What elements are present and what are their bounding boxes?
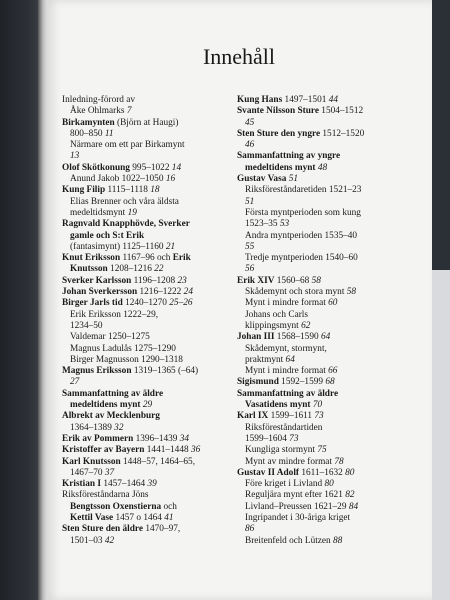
toc-entry: [237, 310, 417, 321]
toc-page-number: 66: [328, 366, 338, 377]
toc-entry: [237, 129, 417, 140]
toc-entry: [237, 185, 417, 196]
toc-entry-dates: 1504–1512: [318, 106, 364, 117]
toc-entry-dates: 1512–1520: [320, 128, 365, 139]
toc-entry: [237, 298, 417, 309]
toc-entry-title: Gustav Vasa: [237, 174, 287, 185]
toc-entry-title: Inledning-förord av: [62, 95, 136, 105]
toc-entry-title: Birkamynten: [62, 117, 115, 128]
toc-page-number: 73: [314, 411, 324, 422]
toc-entry-dates: 1470–97,: [143, 524, 181, 535]
toc-entry-title: Tredje myntperioden 1540–60: [245, 253, 358, 264]
toc-entry-dates: 1568–1590: [274, 332, 319, 343]
toc-entry: [62, 253, 230, 264]
toc-page-number: 51: [245, 196, 255, 207]
toc-entry: [62, 197, 230, 208]
toc-entry: [62, 321, 230, 332]
toc-entry-title: Birger Jarls tid: [62, 298, 123, 309]
toc-entry: [62, 490, 230, 501]
toc-entry-dates: 1167–96 och: [120, 253, 173, 264]
toc-entry-dates: 1441–1448: [144, 445, 189, 456]
toc-entry: [62, 423, 230, 434]
toc-page-number: 75: [317, 445, 327, 456]
toc-entry-title: Knutsson: [70, 264, 108, 275]
toc-entry-dates: 1396–1439: [133, 433, 178, 444]
toc-page-number: 88: [333, 535, 343, 546]
toc-page-number: 70: [312, 400, 323, 411]
toc-entry: [62, 355, 230, 366]
toc-entry-title: Birger Magnusson 1290–1318: [70, 354, 183, 365]
toc-entry-title: 1501–03: [70, 535, 103, 546]
toc-page-number: 37: [104, 467, 115, 478]
toc-entry-title: gamle och S:t Erik: [70, 230, 145, 241]
toc-entry: [62, 457, 230, 468]
toc-entry-title: praktmynt: [245, 354, 284, 365]
toc-entry-title: Före kriget i Livland: [245, 479, 323, 490]
toc-entry: [62, 445, 230, 456]
toc-entry: [62, 95, 230, 106]
toc-entry-title: Johan III: [237, 332, 275, 343]
toc-entry: [62, 219, 230, 230]
toc-entry: [237, 253, 417, 264]
toc-entry: [237, 197, 417, 208]
toc-entry: [237, 264, 417, 275]
toc-page-number: 60: [328, 298, 338, 309]
toc-entry-title: Olof Skötkonung: [62, 162, 130, 173]
toc-entry: [237, 151, 417, 162]
toc-entry: [62, 106, 230, 117]
toc-entry: [62, 411, 230, 422]
toc-page-number: 64: [285, 354, 295, 365]
toc-page-number: 25–26: [169, 298, 193, 309]
toc-entry-title: Ragnvald Knapphövde, Sverker: [62, 219, 190, 230]
toc-entry-title: Riksföreståndartiden: [245, 422, 323, 433]
toc-entry: [237, 513, 417, 524]
toc-entry-title: 1467–70: [70, 467, 103, 478]
toc-page-number: 19: [127, 207, 137, 218]
toc-entry-dates: 1448–57, 1464–65,: [120, 456, 196, 467]
toc-entry-title: Karl IX: [237, 411, 269, 422]
toc-entry: [62, 400, 230, 411]
toc-entry-title: Magnus Eriksson: [62, 366, 132, 377]
toc-entry-title: Sten Sture den äldre: [62, 524, 144, 535]
toc-entry-title: Åke Ohlmarks: [70, 106, 125, 117]
toc-entry: [237, 140, 417, 151]
toc-entry: [62, 524, 230, 535]
toc-entry-title: Erik Eriksson 1222–29,: [70, 309, 159, 320]
toc-page-number: 68: [325, 377, 335, 388]
toc-entry: [62, 140, 230, 151]
toc-entry: [62, 151, 230, 162]
toc-entry-dates: 1216–1222: [137, 287, 182, 298]
toc-entry: [62, 276, 230, 287]
toc-entry: [62, 377, 230, 388]
toc-entry-title: Gustav II Adolf: [237, 467, 299, 478]
toc-entry-title: Elias Brenner och våra äldsta: [70, 196, 179, 207]
toc-entry: [237, 366, 417, 377]
toc-entry-title: 800–850: [70, 128, 103, 139]
toc-entry: [237, 106, 417, 117]
toc-page-number: 36: [190, 445, 201, 456]
toc-entry-dates: 1592–1599: [278, 377, 324, 388]
toc-entry: [62, 513, 230, 524]
toc-entry-title: Mynt i mindre format: [245, 298, 326, 309]
toc-page-number: 34: [179, 433, 190, 444]
toc-entry-dates: 1115–1118: [105, 185, 148, 196]
toc-page-number: 29: [142, 400, 153, 411]
toc-entry: [237, 524, 417, 535]
toc-entry: [237, 457, 417, 468]
toc-page-number: 13: [70, 151, 80, 162]
toc-entry-dates: 1599–1611: [268, 411, 313, 422]
toc-entry-title: Reguljära mynt efter 1621: [245, 490, 343, 501]
toc-entry-dates: 1208–1216: [107, 264, 152, 275]
toc-entry: [62, 468, 230, 479]
toc-entry-title: 1234–50: [70, 320, 103, 331]
toc-entry-title: Vasatidens mynt: [245, 400, 311, 411]
toc-entry-title: 1364–1389: [70, 422, 112, 433]
toc-entry: [237, 344, 417, 355]
toc-entry-dates: 1457–1464: [101, 479, 146, 490]
toc-entry-title: Bengtsson Oxenstierna: [70, 501, 162, 512]
toc-entry-dates: 1497–1501: [282, 95, 327, 105]
toc-entry: [62, 287, 230, 298]
toc-entry: [62, 129, 230, 140]
toc-page-number: 80: [324, 479, 334, 490]
toc-entry: [62, 366, 230, 377]
toc-page-number: 14: [171, 162, 182, 173]
toc-entry-title: Riksföreståndaretiden 1521–23: [245, 185, 362, 196]
toc-entry: [62, 118, 230, 129]
toc-entry: [62, 536, 230, 547]
toc-page-number: 11: [104, 128, 114, 139]
toc-entry-dates: 995–1022: [129, 162, 170, 173]
toc-entry: [62, 434, 230, 445]
toc-entry-title: Skådemynt, stormynt,: [245, 343, 327, 354]
toc-entry: [237, 174, 417, 185]
toc-page-number: 21: [165, 241, 176, 252]
toc-page-number: 22: [154, 264, 164, 275]
toc-entry-title: Andra myntperioden 1535–40: [245, 230, 358, 241]
toc-entry: [237, 536, 417, 547]
book-cover-right-edge: [430, 0, 450, 270]
toc-entry: [62, 264, 230, 275]
toc-entry-title: Livland–Preussen 1621–29: [245, 501, 347, 512]
toc-entry: [237, 400, 417, 411]
toc-entry-dates: 1319–1365 (–64): [131, 366, 199, 377]
toc-page-number: 58: [311, 275, 321, 286]
toc-entry-dates: 1240–1270: [122, 298, 167, 309]
toc-entry: [237, 118, 417, 129]
toc-entry: [237, 468, 417, 479]
toc-entry: [237, 355, 417, 366]
toc-entry-title: Knut Eriksson: [62, 253, 121, 264]
toc-entry-dates: 1611–1632: [299, 467, 343, 478]
toc-entry: [62, 502, 230, 513]
toc-entry-title: Kung Hans: [237, 95, 283, 105]
toc-entry-title: Sigismund: [237, 377, 279, 388]
toc-page-number: 58: [346, 287, 357, 298]
toc-entry-title: medeltidens mynt: [245, 162, 316, 173]
toc-entry-title: (fantasimynt) 1125–1160: [70, 241, 164, 252]
toc-page-number: 41: [164, 512, 174, 523]
toc-entry: [237, 445, 417, 456]
toc-entry: [237, 434, 417, 445]
toc-entry: [62, 344, 230, 355]
toc-page-number: 55: [245, 241, 255, 252]
toc-entry-title: Första myntperioden som kung: [245, 207, 361, 218]
toc-entry-title: Mynt av mindre format: [245, 456, 333, 467]
toc-entry-title: Riksföreståndarna Jöns: [62, 490, 149, 501]
toc-page-number: 16: [165, 174, 176, 185]
toc-entry-title: Ingripandet i 30-åriga kriget: [245, 512, 351, 523]
toc-entry-title: Johans och Carls: [245, 309, 309, 320]
toc-entry: [237, 411, 417, 422]
toc-entry-dates: och: [161, 501, 177, 512]
toc-entry: [62, 310, 230, 321]
toc-entry-title: Kristoffer av Bayern: [62, 445, 145, 456]
toc-entry-title: Erik XIV: [237, 275, 275, 286]
toc-entry-title: Kristian I: [62, 479, 101, 490]
toc-left-column: [62, 95, 230, 547]
toc-entry-title: 1599–1604: [245, 433, 287, 444]
toc-entry-title: Svante Nilsson Sture: [237, 106, 319, 117]
toc-page-number: 45: [245, 117, 255, 128]
toc-entry-title: Sten Sture den yngre: [237, 128, 321, 139]
toc-entry-title: Karl Knutsson: [62, 456, 121, 467]
toc-page-number: 44: [328, 95, 339, 105]
toc-entry: [62, 208, 230, 219]
toc-entry-title: Johan Sverkersson: [62, 287, 138, 298]
toc-page-number: 51: [288, 174, 298, 185]
toc-entry: [237, 242, 417, 253]
toc-entry: [237, 276, 417, 287]
toc-entry-title: medeltidens mynt: [70, 400, 141, 411]
toc-entry: [237, 321, 417, 332]
toc-entry: [237, 208, 417, 219]
toc-entry: [237, 389, 417, 400]
toc-page-number: 39: [147, 479, 157, 490]
toc-entry: [62, 479, 230, 490]
toc-entry-title: Sammanfattning av äldre: [62, 388, 164, 399]
toc-entry: [62, 163, 230, 174]
toc-page-number: 84: [348, 501, 359, 512]
page-title: Innehåll: [202, 44, 276, 69]
toc-entry-title: Sammanfattning av äldre: [237, 388, 339, 399]
toc-entry: [62, 389, 230, 400]
book-page: [46, 0, 432, 600]
toc-page-number: 82: [345, 490, 355, 501]
toc-entry: [237, 479, 417, 490]
toc-entry-title: Kung Filip: [62, 185, 106, 196]
toc-entry-title: Kungliga stormynt: [245, 445, 315, 456]
toc-page-number: 64: [320, 332, 331, 343]
toc-entry-title: Valdemar 1250–1275: [70, 332, 150, 343]
toc-entry-title: Kettil Vase: [70, 512, 114, 523]
toc-page-number: 46: [245, 140, 255, 151]
toc-page-number: 23: [177, 275, 187, 286]
toc-entry: [62, 185, 230, 196]
toc-page-number: 56: [245, 264, 255, 275]
toc-entry: [237, 163, 417, 174]
toc-entry-dates: 1196–1208: [131, 275, 176, 286]
toc-entry-dates: 1457 o 1464: [113, 512, 162, 523]
toc-entry: [237, 219, 417, 230]
toc-page-number: 42: [104, 535, 115, 546]
toc-entry-dates: 1560–68: [274, 275, 310, 286]
toc-entry: [62, 298, 230, 309]
toc-page-number: 24: [183, 287, 193, 298]
toc-entry: [237, 490, 417, 501]
toc-entry-title: Albrekt av Mecklenburg: [62, 411, 160, 422]
toc-entry: [237, 377, 417, 388]
toc-entry-title: Sverker Karlsson: [62, 275, 132, 286]
toc-entry-title: 1523–35: [245, 219, 278, 230]
toc-right-column: [237, 95, 417, 547]
toc-page-number: 86: [245, 524, 255, 535]
toc-entry-title: Magnus Ladulås 1275–1290: [70, 343, 176, 354]
toc-entry-title: Skådemynt och stora mynt: [245, 287, 345, 298]
toc-entry: [62, 231, 230, 242]
toc-entry-title: Mynt i mindre format: [245, 366, 326, 377]
toc-entry-title: Erik av Pommern: [62, 433, 134, 444]
book-cover-left: [0, 0, 40, 600]
toc-entry-title: Anund Jakob 1022–1050: [70, 174, 164, 185]
toc-entry: [237, 502, 417, 513]
toc-entry: [237, 287, 417, 298]
toc-page-number: 73: [289, 433, 299, 444]
toc-entry: [237, 423, 417, 434]
toc-page-number: 32: [114, 422, 124, 433]
toc-entry-dates: (Björn at Haugi): [114, 117, 179, 128]
toc-entry: [237, 231, 417, 242]
toc-entry-title: Erik: [172, 253, 191, 264]
toc-entry-title: Breitenfeld och Lützen: [245, 535, 331, 546]
toc-entry: [62, 242, 230, 253]
toc-entry: [237, 332, 417, 343]
toc-entry-title: Sammanfattning av yngre: [237, 151, 341, 162]
toc-entry: [237, 95, 417, 106]
toc-page-number: 78: [334, 456, 344, 467]
toc-entry: [62, 332, 230, 343]
toc-entry-title: Närmare om ett par Birkamynt: [70, 140, 185, 151]
toc-page-number: 7: [126, 106, 132, 117]
toc-page-number: 27: [70, 377, 80, 388]
toc-page-number: 62: [301, 320, 311, 331]
toc-entry: [62, 174, 230, 185]
toc-page-number: 48: [317, 162, 328, 173]
toc-page-number: 80: [345, 467, 355, 478]
toc-page-number: 53: [279, 219, 290, 230]
toc-entry-title: klippingsmynt: [245, 320, 299, 331]
toc-entry-title: medeltidsmynt: [70, 207, 126, 218]
toc-page-number: 18: [150, 185, 160, 196]
